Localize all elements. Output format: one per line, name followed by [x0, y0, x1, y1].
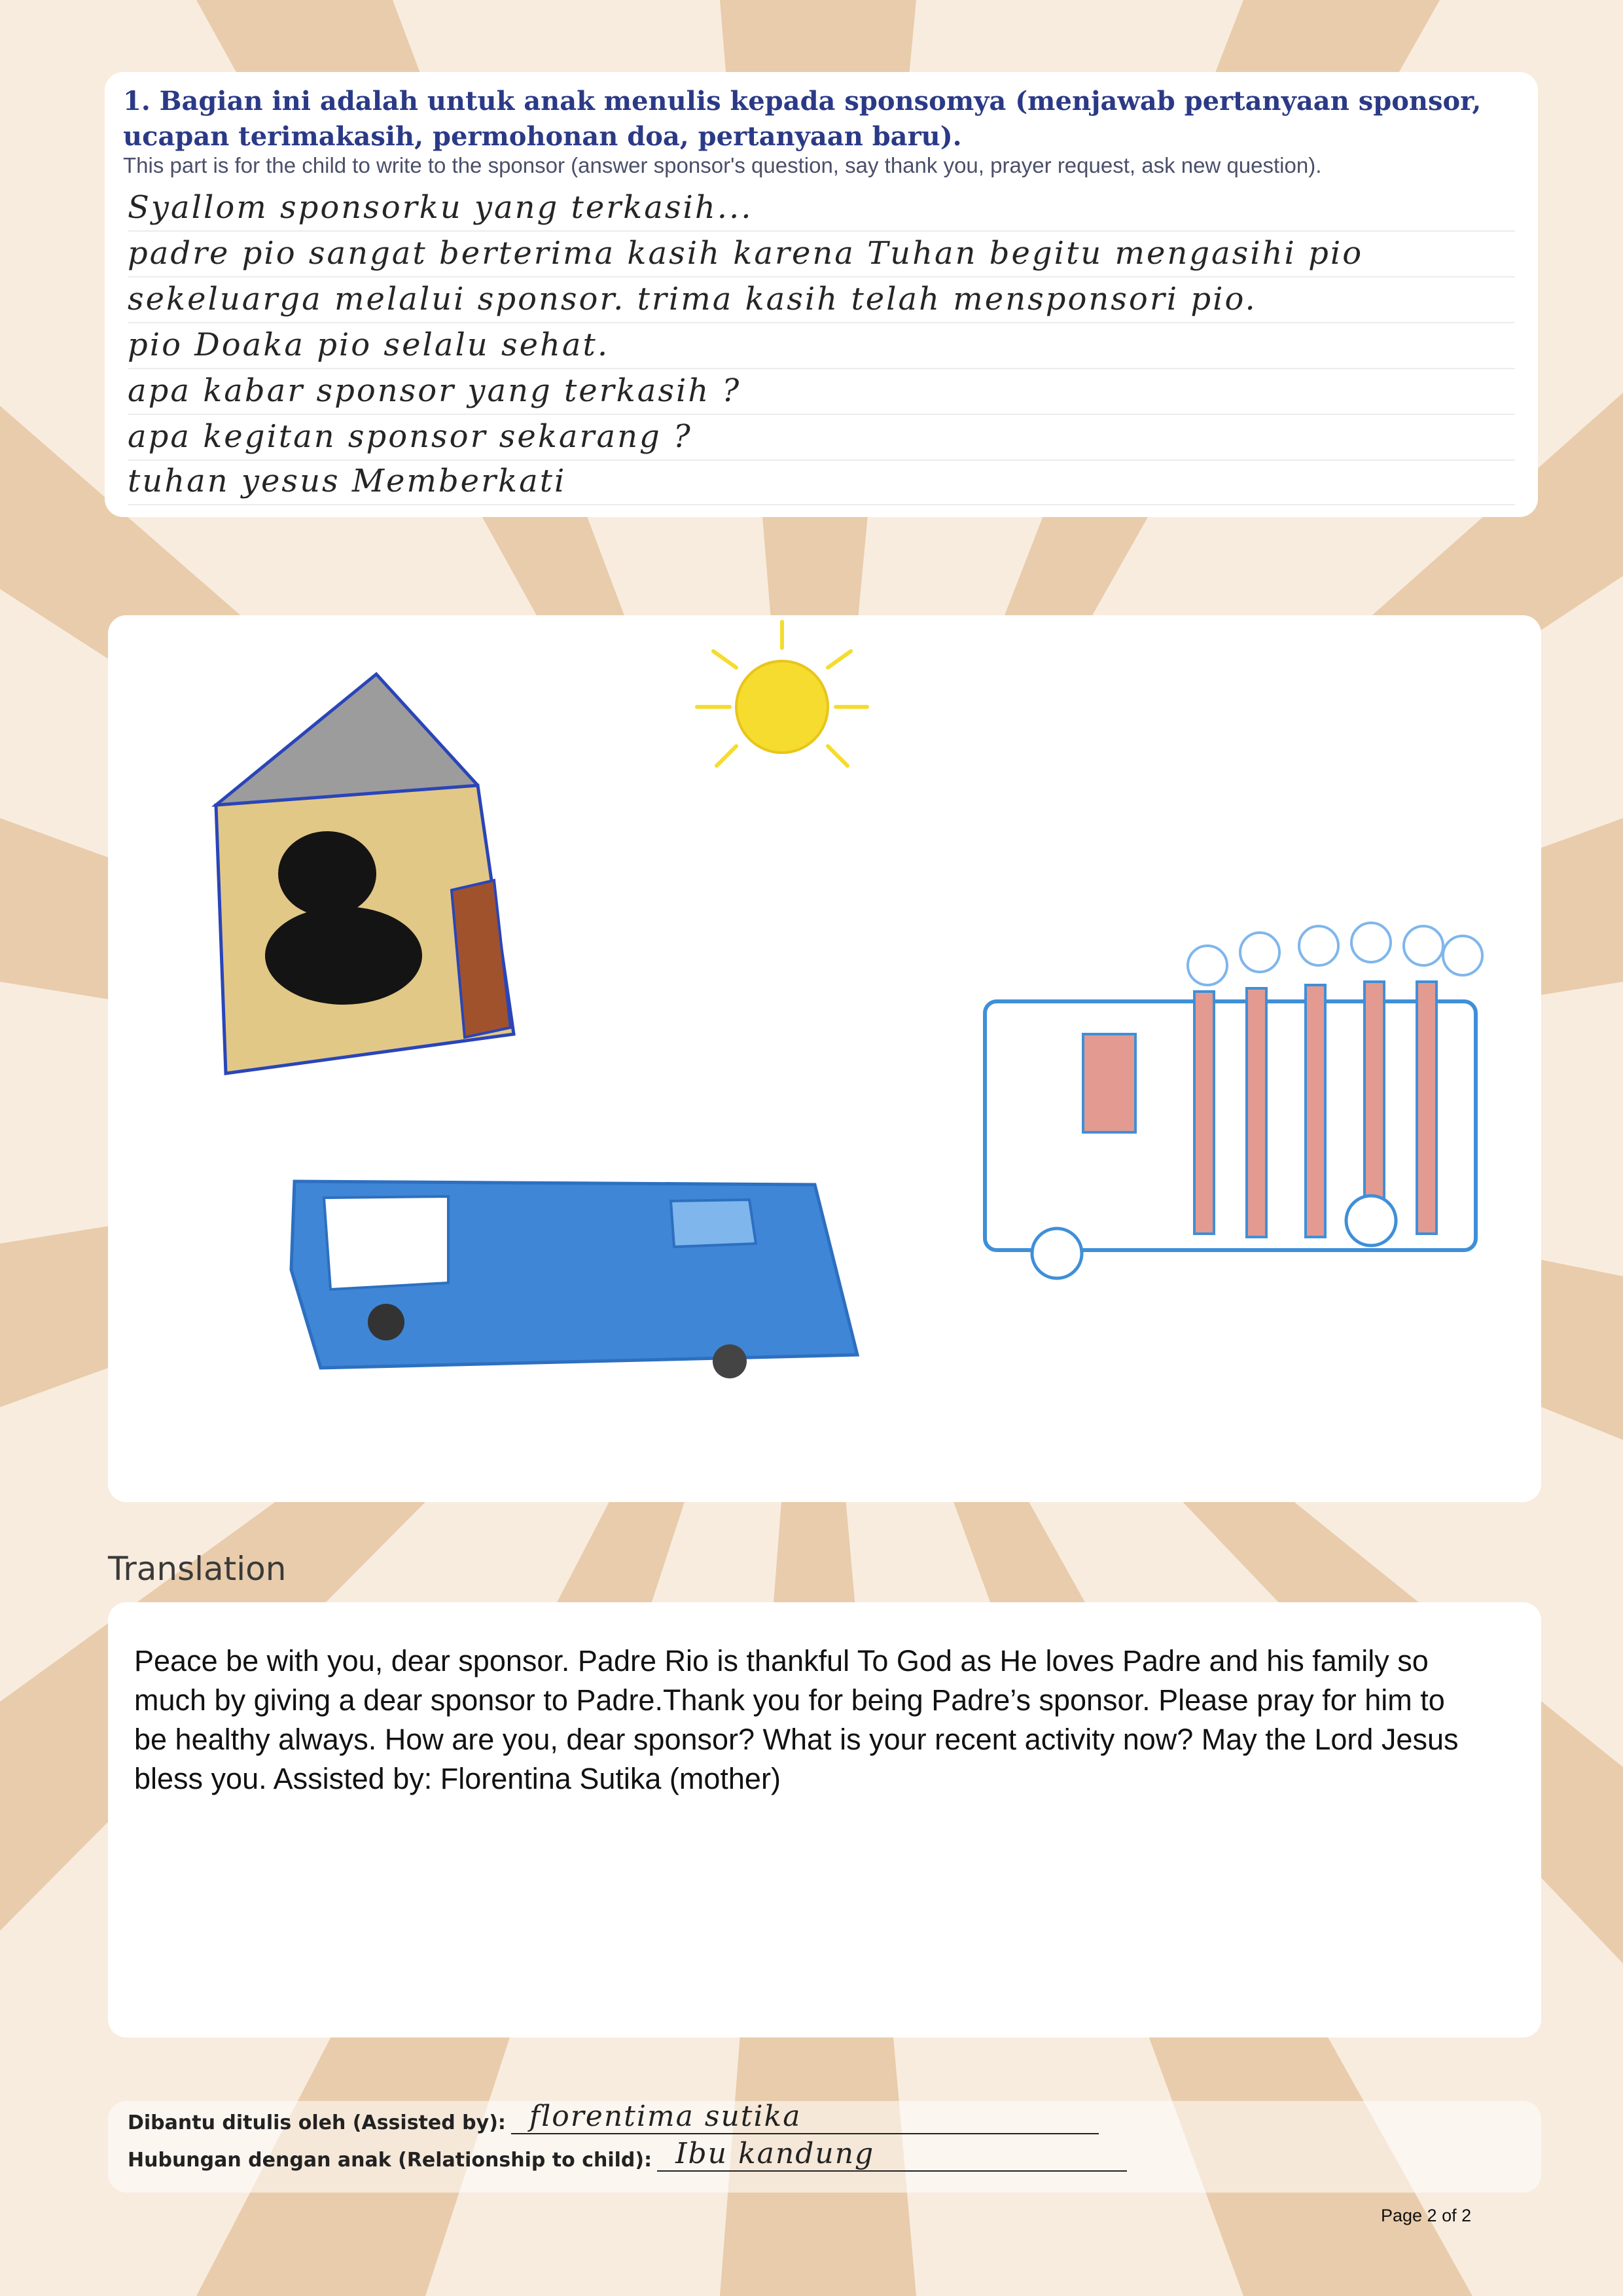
- assisted-by-row: [128, 2098, 1099, 2134]
- assisted-by-label: Dibantu ditulis oleh (Assisted by):: [128, 2111, 506, 2134]
- relationship-label: Hubungan dengan anak (Relationship to child):: [128, 2149, 652, 2172]
- page-number: Page 2 of 2: [1381, 2206, 1472, 2225]
- truck-drawing: [985, 923, 1482, 1278]
- instruction-indonesian: 1. Bagian ini adalah untuk anak menulis kepada sponsomya (menjawab pertanyaan sponsor, ucapan terimakasih, permohonan doa, pertanyaan baru).: [123, 86, 1482, 152]
- translation-text: Peace be with you, dear sponsor. Padre Rio is thankful To God as He loves Padre and his family so much by giving a dear sponsor to Padre.Thank you for being Padre’s sponsor. Please pray for him to be healthy always. How are you, dear sponsor? What is your recent activity now? May the Lord Jesus bless you. Assisted by: Florentina Sutika (mother): [134, 1644, 1459, 1795]
- letter-line: apa kegitan sponsor sekarang ?: [128, 414, 1515, 461]
- letter-line: pio Doaka pio selalu sehat.: [128, 322, 1515, 369]
- relationship-value: Ibu kandung: [657, 2134, 1127, 2172]
- house-drawing: [216, 674, 514, 1073]
- letter-line: sekeluarga melalui sponsor. trima kasih telah mensponsori pio.: [128, 276, 1515, 323]
- letter-line: tuhan yesus Memberkati: [128, 458, 1515, 505]
- relationship-row: [128, 2135, 1127, 2172]
- sun-drawing: [697, 622, 867, 766]
- instruction-english: This part is for the child to write to the sponsor (answer sponsor's question, say thank you, prayer request, ask new question).: [123, 153, 1322, 177]
- letter-line: padre pio sangat berterima kasih karena Tuhan begitu mengasihi pio: [128, 230, 1515, 278]
- child-drawing: [108, 615, 1541, 1502]
- translation-heading: Translation: [108, 1550, 287, 1588]
- blue-car-drawing: [291, 1181, 857, 1378]
- letter-line: apa kabar sponsor yang terkasih ?: [128, 368, 1515, 415]
- letter-line: Syallom sponsorku yang terkasih...: [128, 185, 1515, 232]
- assisted-by-value: florentima sutika: [511, 2096, 1099, 2134]
